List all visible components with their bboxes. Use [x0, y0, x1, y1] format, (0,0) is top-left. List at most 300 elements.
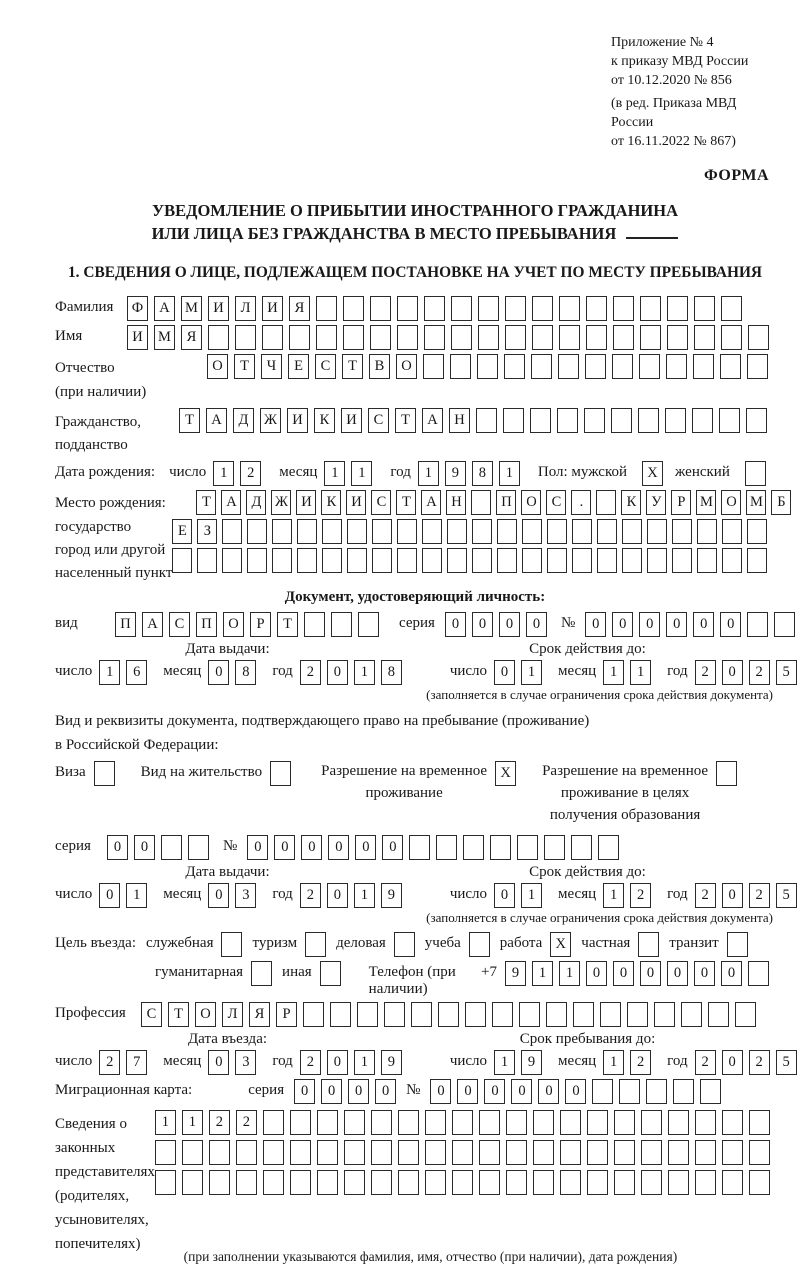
- char-cell[interactable]: [747, 548, 767, 573]
- char-cell[interactable]: [316, 296, 337, 321]
- char-cell[interactable]: [236, 1170, 257, 1195]
- char-cell[interactable]: [547, 548, 567, 573]
- char-cell[interactable]: [592, 1079, 613, 1104]
- char-cell[interactable]: [347, 519, 367, 544]
- char-cell[interactable]: К: [314, 408, 335, 433]
- char-cell[interactable]: [749, 1110, 770, 1135]
- char-cell[interactable]: Ж: [271, 490, 291, 515]
- char-cell[interactable]: [452, 1110, 473, 1135]
- char-cell[interactable]: [197, 548, 217, 573]
- char-cell[interactable]: [398, 1110, 419, 1135]
- char-cell[interactable]: [472, 519, 492, 544]
- char-cell[interactable]: И: [346, 490, 366, 515]
- char-cell[interactable]: [622, 548, 642, 573]
- char-cell[interactable]: [613, 325, 634, 350]
- char-cell[interactable]: [465, 1002, 486, 1027]
- char-cell[interactable]: [424, 296, 445, 321]
- char-cell[interactable]: [490, 835, 511, 860]
- char-cell[interactable]: 7: [126, 1050, 147, 1075]
- char-cell[interactable]: [472, 548, 492, 573]
- char-cell[interactable]: [749, 1170, 770, 1195]
- char-cell[interactable]: О: [521, 490, 541, 515]
- char-cell[interactable]: 1: [418, 461, 439, 486]
- char-cell[interactable]: [530, 408, 551, 433]
- char-cell[interactable]: И: [262, 296, 283, 321]
- char-cell[interactable]: [668, 1110, 689, 1135]
- char-cell[interactable]: О: [207, 354, 228, 379]
- char-cell[interactable]: 1: [155, 1110, 176, 1135]
- char-cell[interactable]: 2: [749, 883, 770, 908]
- char-cell[interactable]: [372, 519, 392, 544]
- char-cell[interactable]: [398, 1170, 419, 1195]
- char-cell[interactable]: 0: [499, 612, 520, 637]
- char-cell[interactable]: [425, 1110, 446, 1135]
- char-cell[interactable]: 0: [511, 1079, 532, 1104]
- char-cell[interactable]: 2: [630, 1050, 651, 1075]
- char-cell[interactable]: А: [142, 612, 163, 637]
- char-cell[interactable]: Т: [396, 490, 416, 515]
- char-cell[interactable]: [370, 325, 391, 350]
- char-cell[interactable]: [343, 296, 364, 321]
- char-cell[interactable]: Т: [168, 1002, 189, 1027]
- char-cell[interactable]: [272, 519, 292, 544]
- char-cell[interactable]: [317, 1170, 338, 1195]
- char-cell[interactable]: [398, 1140, 419, 1165]
- char-cell[interactable]: [188, 835, 209, 860]
- char-cell[interactable]: [654, 1002, 675, 1027]
- char-cell[interactable]: [647, 548, 667, 573]
- char-cell[interactable]: [343, 325, 364, 350]
- char-cell[interactable]: [612, 354, 633, 379]
- char-cell[interactable]: [572, 548, 592, 573]
- char-cell[interactable]: 0: [494, 883, 515, 908]
- char-cell[interactable]: Д: [246, 490, 266, 515]
- char-cell[interactable]: [747, 519, 767, 544]
- char-cell[interactable]: [598, 835, 619, 860]
- char-cell[interactable]: Р: [671, 490, 691, 515]
- char-cell[interactable]: 0: [585, 612, 606, 637]
- char-cell[interactable]: [694, 325, 715, 350]
- char-cell[interactable]: [447, 519, 467, 544]
- char-cell[interactable]: 1: [213, 461, 234, 486]
- char-cell[interactable]: [409, 835, 430, 860]
- char-cell[interactable]: [668, 1140, 689, 1165]
- char-cell[interactable]: 5: [776, 883, 797, 908]
- char-cell[interactable]: Т: [342, 354, 363, 379]
- char-cell[interactable]: 0: [99, 883, 120, 908]
- char-cell[interactable]: [560, 1170, 581, 1195]
- char-cell[interactable]: С: [368, 408, 389, 433]
- char-cell[interactable]: [272, 548, 292, 573]
- char-cell[interactable]: [533, 1110, 554, 1135]
- char-cell[interactable]: И: [341, 408, 362, 433]
- char-cell[interactable]: [247, 548, 267, 573]
- char-cell[interactable]: [447, 548, 467, 573]
- char-cell[interactable]: 2: [749, 660, 770, 685]
- char-cell[interactable]: 0: [327, 660, 348, 685]
- char-cell[interactable]: 0: [720, 612, 741, 637]
- char-cell[interactable]: 0: [382, 835, 403, 860]
- char-cell[interactable]: 0: [639, 612, 660, 637]
- char-cell[interactable]: [638, 408, 659, 433]
- char-cell[interactable]: З: [197, 519, 217, 544]
- char-cell[interactable]: [721, 296, 742, 321]
- char-cell[interactable]: [370, 296, 391, 321]
- char-cell[interactable]: С: [315, 354, 336, 379]
- char-cell[interactable]: 0: [613, 961, 634, 986]
- char-cell[interactable]: [161, 835, 182, 860]
- char-cell[interactable]: 0: [328, 835, 349, 860]
- char-cell[interactable]: [452, 1170, 473, 1195]
- char-cell[interactable]: [182, 1140, 203, 1165]
- char-cell[interactable]: [560, 1110, 581, 1135]
- char-cell[interactable]: 3: [235, 1050, 256, 1075]
- char-cell[interactable]: [646, 1079, 667, 1104]
- char-cell[interactable]: Т: [234, 354, 255, 379]
- char-cell[interactable]: [611, 408, 632, 433]
- char-cell[interactable]: [587, 1140, 608, 1165]
- purpose-study-checkbox[interactable]: [469, 932, 490, 957]
- char-cell[interactable]: П: [496, 490, 516, 515]
- char-cell[interactable]: Р: [276, 1002, 297, 1027]
- char-cell[interactable]: 1: [521, 883, 542, 908]
- char-cell[interactable]: [746, 408, 767, 433]
- purpose-tourism-checkbox[interactable]: [305, 932, 326, 957]
- char-cell[interactable]: [451, 325, 472, 350]
- char-cell[interactable]: [479, 1170, 500, 1195]
- char-cell[interactable]: [641, 1170, 662, 1195]
- char-cell[interactable]: 1: [532, 961, 553, 986]
- char-cell[interactable]: 1: [603, 660, 624, 685]
- char-cell[interactable]: [697, 519, 717, 544]
- char-cell[interactable]: [619, 1079, 640, 1104]
- char-cell[interactable]: 0: [208, 1050, 229, 1075]
- char-cell[interactable]: [546, 1002, 567, 1027]
- char-cell[interactable]: 0: [722, 883, 743, 908]
- char-cell[interactable]: П: [196, 612, 217, 637]
- char-cell[interactable]: 0: [457, 1079, 478, 1104]
- temp-residence-checkbox[interactable]: X: [495, 761, 516, 786]
- char-cell[interactable]: [358, 612, 379, 637]
- char-cell[interactable]: [316, 325, 337, 350]
- char-cell[interactable]: [322, 548, 342, 573]
- char-cell[interactable]: А: [206, 408, 227, 433]
- char-cell[interactable]: [317, 1110, 338, 1135]
- char-cell[interactable]: [722, 519, 742, 544]
- char-cell[interactable]: 0: [538, 1079, 559, 1104]
- char-cell[interactable]: [613, 296, 634, 321]
- char-cell[interactable]: Л: [222, 1002, 243, 1027]
- char-cell[interactable]: О: [195, 1002, 216, 1027]
- char-cell[interactable]: [533, 1140, 554, 1165]
- char-cell[interactable]: [397, 548, 417, 573]
- char-cell[interactable]: 1: [521, 660, 542, 685]
- char-cell[interactable]: [596, 490, 616, 515]
- char-cell[interactable]: [666, 354, 687, 379]
- char-cell[interactable]: 0: [375, 1079, 396, 1104]
- char-cell[interactable]: П: [115, 612, 136, 637]
- char-cell[interactable]: 0: [526, 612, 547, 637]
- char-cell[interactable]: Р: [250, 612, 271, 637]
- char-cell[interactable]: [422, 548, 442, 573]
- char-cell[interactable]: [438, 1002, 459, 1027]
- char-cell[interactable]: 0: [494, 660, 515, 685]
- char-cell[interactable]: И: [287, 408, 308, 433]
- char-cell[interactable]: [749, 1140, 770, 1165]
- char-cell[interactable]: [505, 296, 526, 321]
- char-cell[interactable]: Т: [277, 612, 298, 637]
- char-cell[interactable]: 0: [722, 1050, 743, 1075]
- char-cell[interactable]: 8: [235, 660, 256, 685]
- char-cell[interactable]: 1: [324, 461, 345, 486]
- char-cell[interactable]: [172, 548, 192, 573]
- purpose-humanitarian-checkbox[interactable]: [251, 961, 272, 986]
- char-cell[interactable]: [317, 1140, 338, 1165]
- char-cell[interactable]: [722, 548, 742, 573]
- char-cell[interactable]: 2: [300, 1050, 321, 1075]
- char-cell[interactable]: [533, 1170, 554, 1195]
- char-cell[interactable]: 0: [247, 835, 268, 860]
- char-cell[interactable]: [622, 519, 642, 544]
- char-cell[interactable]: [504, 354, 525, 379]
- char-cell[interactable]: М: [746, 490, 766, 515]
- char-cell[interactable]: 0: [107, 835, 128, 860]
- char-cell[interactable]: 0: [640, 961, 661, 986]
- char-cell[interactable]: [721, 325, 742, 350]
- char-cell[interactable]: Ч: [261, 354, 282, 379]
- char-cell[interactable]: [695, 1170, 716, 1195]
- char-cell[interactable]: 0: [301, 835, 322, 860]
- char-cell[interactable]: 8: [472, 461, 493, 486]
- char-cell[interactable]: 1: [354, 660, 375, 685]
- char-cell[interactable]: Н: [446, 490, 466, 515]
- char-cell[interactable]: 0: [722, 660, 743, 685]
- char-cell[interactable]: [673, 1079, 694, 1104]
- char-cell[interactable]: Я: [289, 296, 310, 321]
- char-cell[interactable]: И: [208, 296, 229, 321]
- char-cell[interactable]: 1: [499, 461, 520, 486]
- char-cell[interactable]: [463, 835, 484, 860]
- char-cell[interactable]: Я: [181, 325, 202, 350]
- char-cell[interactable]: 0: [134, 835, 155, 860]
- sex-female-checkbox[interactable]: [745, 461, 766, 486]
- residence-permit-checkbox[interactable]: [270, 761, 291, 786]
- char-cell[interactable]: 1: [354, 1050, 375, 1075]
- char-cell[interactable]: 2: [630, 883, 651, 908]
- char-cell[interactable]: [722, 1170, 743, 1195]
- char-cell[interactable]: 9: [381, 1050, 402, 1075]
- char-cell[interactable]: 1: [126, 883, 147, 908]
- char-cell[interactable]: [747, 354, 768, 379]
- char-cell[interactable]: [450, 354, 471, 379]
- char-cell[interactable]: О: [223, 612, 244, 637]
- char-cell[interactable]: 0: [430, 1079, 451, 1104]
- char-cell[interactable]: М: [181, 296, 202, 321]
- char-cell[interactable]: [559, 296, 580, 321]
- char-cell[interactable]: [774, 612, 795, 637]
- char-cell[interactable]: А: [154, 296, 175, 321]
- char-cell[interactable]: [572, 519, 592, 544]
- char-cell[interactable]: 0: [294, 1079, 315, 1104]
- char-cell[interactable]: 8: [381, 660, 402, 685]
- char-cell[interactable]: [681, 1002, 702, 1027]
- char-cell[interactable]: Б: [771, 490, 791, 515]
- char-cell[interactable]: С: [169, 612, 190, 637]
- char-cell[interactable]: [297, 519, 317, 544]
- char-cell[interactable]: [497, 548, 517, 573]
- char-cell[interactable]: 9: [505, 961, 526, 986]
- char-cell[interactable]: 9: [445, 461, 466, 486]
- char-cell[interactable]: 9: [521, 1050, 542, 1075]
- char-cell[interactable]: 1: [354, 883, 375, 908]
- char-cell[interactable]: [558, 354, 579, 379]
- char-cell[interactable]: [747, 612, 768, 637]
- char-cell[interactable]: [357, 1002, 378, 1027]
- char-cell[interactable]: М: [696, 490, 716, 515]
- char-cell[interactable]: [478, 325, 499, 350]
- char-cell[interactable]: 2: [240, 461, 261, 486]
- char-cell[interactable]: [331, 612, 352, 637]
- char-cell[interactable]: 0: [274, 835, 295, 860]
- char-cell[interactable]: [586, 296, 607, 321]
- char-cell[interactable]: 0: [667, 961, 688, 986]
- char-cell[interactable]: Л: [235, 296, 256, 321]
- char-cell[interactable]: [700, 1079, 721, 1104]
- char-cell[interactable]: [425, 1170, 446, 1195]
- char-cell[interactable]: [425, 1140, 446, 1165]
- char-cell[interactable]: [263, 1110, 284, 1135]
- char-cell[interactable]: 6: [126, 660, 147, 685]
- char-cell[interactable]: [597, 548, 617, 573]
- char-cell[interactable]: 9: [381, 883, 402, 908]
- char-cell[interactable]: [719, 408, 740, 433]
- char-cell[interactable]: 1: [559, 961, 580, 986]
- char-cell[interactable]: Д: [233, 408, 254, 433]
- char-cell[interactable]: [263, 1140, 284, 1165]
- char-cell[interactable]: [222, 548, 242, 573]
- char-cell[interactable]: 0: [208, 660, 229, 685]
- char-cell[interactable]: [289, 325, 310, 350]
- char-cell[interactable]: [397, 519, 417, 544]
- char-cell[interactable]: [344, 1140, 365, 1165]
- char-cell[interactable]: 2: [300, 883, 321, 908]
- char-cell[interactable]: 0: [612, 612, 633, 637]
- char-cell[interactable]: [694, 296, 715, 321]
- char-cell[interactable]: [695, 1110, 716, 1135]
- char-cell[interactable]: [297, 548, 317, 573]
- char-cell[interactable]: [667, 325, 688, 350]
- char-cell[interactable]: [587, 1110, 608, 1135]
- char-cell[interactable]: [692, 408, 713, 433]
- char-cell[interactable]: [384, 1002, 405, 1027]
- char-cell[interactable]: [560, 1140, 581, 1165]
- char-cell[interactable]: Ф: [127, 296, 148, 321]
- char-cell[interactable]: 0: [666, 612, 687, 637]
- char-cell[interactable]: [471, 490, 491, 515]
- char-cell[interactable]: [411, 1002, 432, 1027]
- char-cell[interactable]: [492, 1002, 513, 1027]
- char-cell[interactable]: [424, 325, 445, 350]
- char-cell[interactable]: [531, 354, 552, 379]
- char-cell[interactable]: [614, 1110, 635, 1135]
- char-cell[interactable]: 1: [494, 1050, 515, 1075]
- char-cell[interactable]: 0: [721, 961, 742, 986]
- char-cell[interactable]: [748, 961, 769, 986]
- char-cell[interactable]: [647, 519, 667, 544]
- char-cell[interactable]: [290, 1140, 311, 1165]
- purpose-transit-checkbox[interactable]: [727, 932, 748, 957]
- char-cell[interactable]: А: [221, 490, 241, 515]
- sex-male-checkbox[interactable]: X: [642, 461, 663, 486]
- char-cell[interactable]: И: [296, 490, 316, 515]
- char-cell[interactable]: 2: [749, 1050, 770, 1075]
- char-cell[interactable]: Е: [172, 519, 192, 544]
- char-cell[interactable]: Н: [449, 408, 470, 433]
- purpose-official-checkbox[interactable]: [221, 932, 242, 957]
- char-cell[interactable]: [290, 1110, 311, 1135]
- char-cell[interactable]: С: [371, 490, 391, 515]
- char-cell[interactable]: [155, 1170, 176, 1195]
- char-cell[interactable]: 1: [603, 883, 624, 908]
- char-cell[interactable]: 2: [695, 660, 716, 685]
- char-cell[interactable]: М: [154, 325, 175, 350]
- char-cell[interactable]: [522, 519, 542, 544]
- char-cell[interactable]: [748, 325, 769, 350]
- char-cell[interactable]: [506, 1110, 527, 1135]
- char-cell[interactable]: .: [571, 490, 591, 515]
- char-cell[interactable]: 3: [235, 883, 256, 908]
- char-cell[interactable]: [452, 1140, 473, 1165]
- char-cell[interactable]: 0: [693, 612, 714, 637]
- char-cell[interactable]: [587, 1170, 608, 1195]
- char-cell[interactable]: [506, 1170, 527, 1195]
- char-cell[interactable]: И: [127, 325, 148, 350]
- char-cell[interactable]: [573, 1002, 594, 1027]
- char-cell[interactable]: Т: [179, 408, 200, 433]
- char-cell[interactable]: В: [369, 354, 390, 379]
- char-cell[interactable]: [668, 1170, 689, 1195]
- char-cell[interactable]: [665, 408, 686, 433]
- char-cell[interactable]: [371, 1110, 392, 1135]
- char-cell[interactable]: [322, 519, 342, 544]
- char-cell[interactable]: [155, 1140, 176, 1165]
- char-cell[interactable]: [532, 325, 553, 350]
- char-cell[interactable]: [263, 1170, 284, 1195]
- char-cell[interactable]: [667, 296, 688, 321]
- char-cell[interactable]: 2: [236, 1110, 257, 1135]
- char-cell[interactable]: 0: [586, 961, 607, 986]
- char-cell[interactable]: [497, 519, 517, 544]
- char-cell[interactable]: О: [396, 354, 417, 379]
- char-cell[interactable]: [303, 1002, 324, 1027]
- char-cell[interactable]: У: [646, 490, 666, 515]
- char-cell[interactable]: 2: [695, 883, 716, 908]
- char-cell[interactable]: Т: [196, 490, 216, 515]
- char-cell[interactable]: 2: [99, 1050, 120, 1075]
- char-cell[interactable]: 1: [630, 660, 651, 685]
- char-cell[interactable]: [372, 548, 392, 573]
- char-cell[interactable]: К: [321, 490, 341, 515]
- char-cell[interactable]: [506, 1140, 527, 1165]
- char-cell[interactable]: [585, 354, 606, 379]
- char-cell[interactable]: [720, 354, 741, 379]
- char-cell[interactable]: К: [621, 490, 641, 515]
- char-cell[interactable]: [222, 519, 242, 544]
- char-cell[interactable]: [422, 519, 442, 544]
- char-cell[interactable]: Т: [395, 408, 416, 433]
- char-cell[interactable]: 0: [327, 1050, 348, 1075]
- char-cell[interactable]: [209, 1140, 230, 1165]
